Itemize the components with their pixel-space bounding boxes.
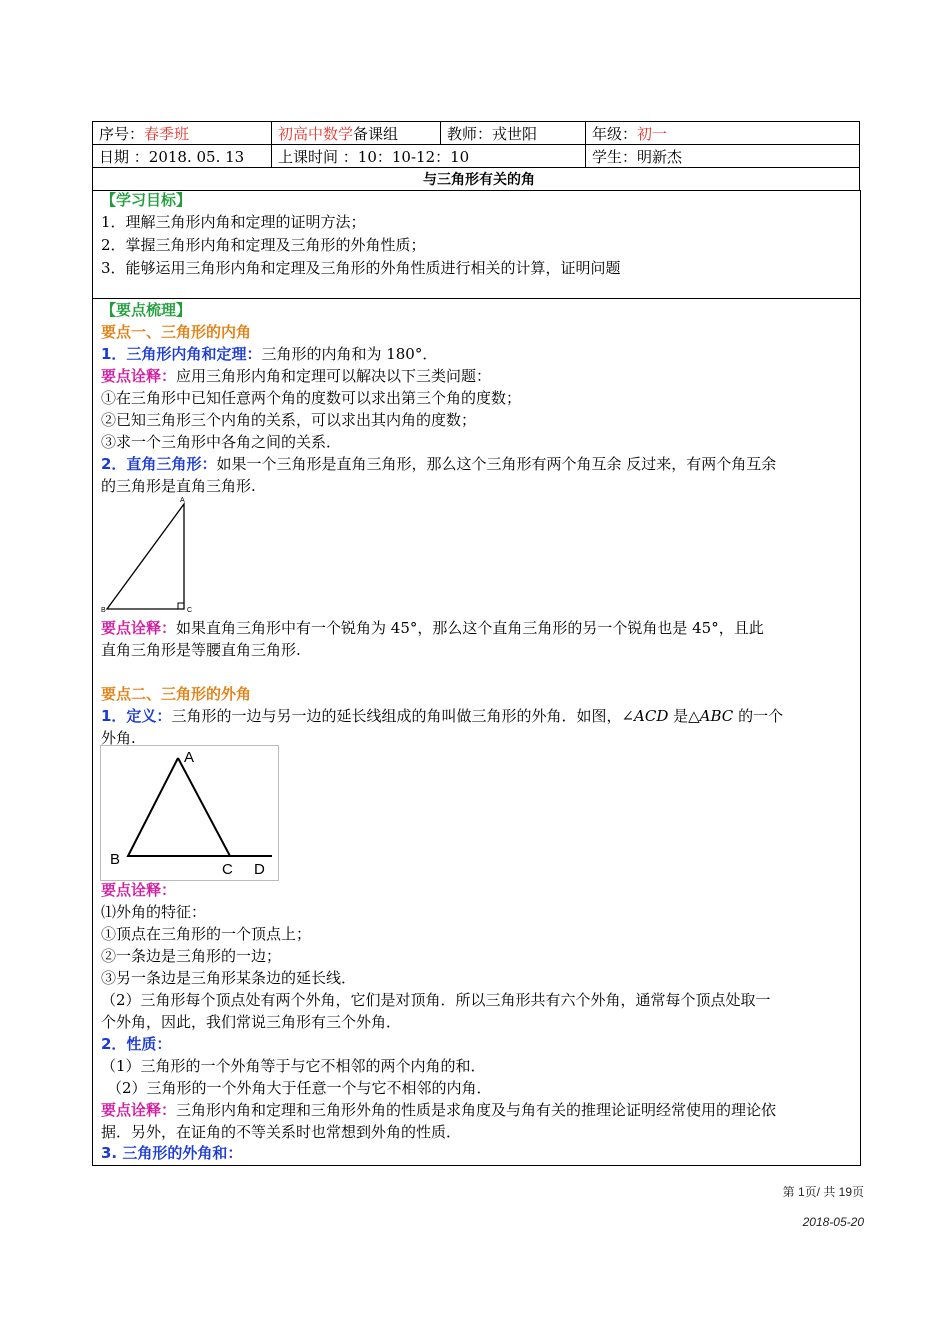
note3-item: ⑴外角的特征：: [101, 903, 207, 921]
time-label: 上课时间 ：: [278, 147, 358, 166]
exterior-sum-label: 3. 三角形的外角和：: [101, 1144, 243, 1162]
theorem-line: [101, 344, 437, 365]
theorem-label: 1．三角形内角和定理：: [101, 345, 262, 363]
goal-item: 1．理解三角形内角和定理的证明方法；: [101, 213, 366, 231]
note1-line: [101, 366, 491, 387]
note-label: 要点诠释：: [101, 367, 177, 385]
angle-acd: ∠ACD: [621, 707, 669, 725]
definition-is: 是: [668, 707, 689, 725]
footer-date: 2018-05-20: [802, 1215, 864, 1229]
serial-cell: [93, 122, 272, 145]
right-triangle-text: 如果一个三角形是直角三角形，那么这个三角形有两个角互余 反过来，有两个角互余: [216, 455, 777, 473]
vertex-label-c: C: [222, 861, 233, 878]
serial-label: 序号：: [99, 124, 145, 143]
points-heading: 【要点梳理】: [101, 301, 192, 319]
right-triangle-line: [101, 454, 776, 475]
note-label: 要点诠释：: [101, 619, 177, 637]
theorem-text: 三角形的内角和为 180°．: [261, 345, 438, 363]
section-inner-angle: 要点一、三角形的内角: [101, 323, 252, 341]
group-cell: [272, 122, 441, 145]
header-table: [92, 121, 860, 191]
right-triangle-line-2: 的三角形是直角三角形.: [101, 477, 256, 495]
exterior-angle-figure: [100, 745, 279, 881]
note3-item: ①顶点在三角形的一个顶点上；: [101, 925, 312, 943]
note3-item: ②一条边是三角形的一边；: [101, 947, 282, 965]
triangle-abc-shape: [128, 758, 230, 856]
property-item: （1）三角形的一个外角等于与它不相邻的两个内角的和．: [101, 1057, 486, 1075]
note-text: 三角形内角和定理和三角形外角的性质是求角度及与角有关的推理论证明经常使用的理论依: [176, 1101, 777, 1119]
vertex-label-a: A: [180, 497, 185, 504]
property-item: （2）三角形的一个外角大于任意一个与它不相邻的内角．: [107, 1079, 492, 1097]
points-section: [92, 298, 861, 1166]
vertex-label-b: B: [110, 851, 121, 868]
page-number: 第 1页/ 共 19页: [782, 1185, 864, 1199]
date-label: 日期 ：: [99, 147, 149, 166]
time-value: 10：10-12：10: [357, 147, 470, 166]
right-triangle-shape: [107, 504, 184, 609]
right-triangle-figure: [99, 495, 199, 613]
note-text: 如果直角三角形中有一个锐角为 45°，那么这个直角三角形的另一个锐角也是 45°，且此: [176, 619, 764, 637]
note1-item: ①在三角形中已知任意两个角的度数可以求出第三个角的度数；: [101, 389, 522, 407]
definition-line-2: 外角.: [101, 729, 136, 747]
definition-text: 三角形的一边与另一边的延长线组成的角叫做三角形的外角．如图，: [171, 707, 622, 725]
lesson-title: 与三角形有关的角: [93, 168, 860, 191]
definition-label: 1．定义：: [101, 707, 172, 725]
goal-item: 2．掌握三角形内角和定理及三角形的外角性质；: [101, 236, 426, 254]
grade-cell: [586, 122, 860, 145]
vertex-label-b: B: [101, 607, 106, 613]
goal-item: 3．能够运用三角形内角和定理及三角形的外角性质进行相关的计算，证明问题: [101, 259, 621, 277]
time-cell: [272, 145, 586, 168]
property-label: 2．性质：: [101, 1035, 172, 1053]
student-cell: 学生：明新杰: [586, 145, 860, 168]
date-cell: [93, 145, 272, 168]
goals-section: [92, 190, 861, 299]
teacher-cell: 教师：戎世阳: [441, 122, 586, 145]
note3-item: （2）三角形每个顶点处有两个外角，它们是对顶角．所以三角形共有六个外角，通常每个顶点处取一: [101, 991, 771, 1009]
note-label: 要点诠释：: [101, 1101, 177, 1119]
note2-line-2: 直角三角形是等腰直角三角形.: [101, 641, 301, 659]
note3-item: ③另一条边是三角形某条边的延长线．: [101, 969, 357, 987]
triangle-abc: △ABC: [688, 707, 734, 725]
vertex-label-d: D: [254, 861, 265, 878]
note2-line: [101, 618, 764, 639]
group-prefix: 初高中数学: [278, 124, 354, 143]
date-value: 2018. 05. 13: [148, 147, 245, 166]
note1-item: ③求一个三角形中各角之间的关系．: [101, 433, 342, 451]
note4-line-2: 据．另外，在证角的不等关系时也常想到外角的性质．: [101, 1123, 462, 1141]
note1-item: ②已知三角形三个内角的关系，可以求出其内角的度数；: [101, 411, 477, 429]
serial-value: 春季班: [144, 124, 190, 143]
note3-item: 个外角，因此，我们常说三角形有三个外角．: [101, 1013, 402, 1031]
definition-line: [101, 706, 783, 727]
right-angle-mark: [178, 603, 184, 609]
goals-heading: 【学习目标】: [101, 191, 192, 209]
definition-end: 的一个: [733, 707, 784, 725]
section-exterior-angle: 要点二、三角形的外角: [101, 685, 252, 703]
vertex-label-a: A: [184, 749, 195, 766]
group-suffix: 备课组: [353, 124, 399, 143]
grade-value: 初一: [637, 124, 668, 143]
note4-line: [101, 1100, 776, 1121]
right-triangle-label: 2．直角三角形：: [101, 455, 217, 473]
note-text: 应用三角形内角和定理可以解决以下三类问题：: [176, 367, 492, 385]
vertex-label-c: C: [187, 607, 193, 613]
grade-label: 年级：: [592, 124, 638, 143]
note3-label: 要点诠释：: [101, 881, 177, 899]
